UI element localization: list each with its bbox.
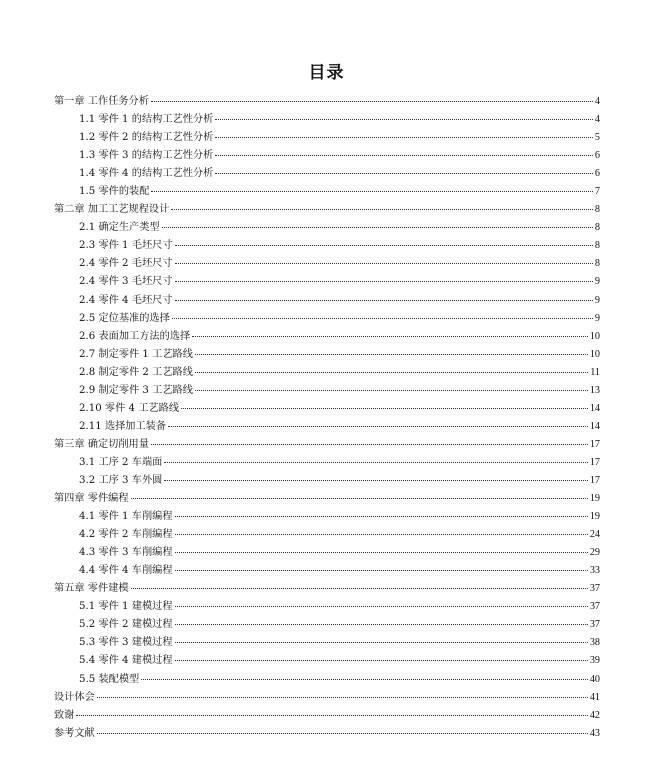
toc-entry-page-number: 9 xyxy=(594,312,600,324)
toc-entry-label: 2.1 确定生产类型 xyxy=(79,222,160,234)
toc-section-entry[interactable] xyxy=(54,292,600,310)
toc-section-entry[interactable] xyxy=(54,111,600,129)
toc-entry-label: 4.4 零件 4 车削编程 xyxy=(79,565,173,577)
toc-entry-page-number: 10 xyxy=(589,330,600,342)
toc-entry-page-number: 14 xyxy=(589,402,600,414)
toc-section-entry[interactable] xyxy=(54,544,600,562)
dot-leader xyxy=(162,227,593,228)
dot-leader xyxy=(195,372,588,373)
toc-section-entry[interactable] xyxy=(54,508,600,526)
toc-entry-label: 2.9 制定零件 3 工艺路线 xyxy=(79,384,193,396)
toc-entry-page-number: 9 xyxy=(594,294,600,306)
toc-entry-page-number: 37 xyxy=(589,601,600,613)
toc-section-entry[interactable] xyxy=(54,418,600,436)
toc-entry-label: 2.4 零件 4 毛坯尺寸 xyxy=(79,294,173,306)
dot-leader xyxy=(164,462,587,463)
toc-chapter-entry[interactable] xyxy=(54,201,600,219)
dot-leader xyxy=(175,534,588,535)
toc-section-entry[interactable] xyxy=(54,147,600,165)
dot-leader xyxy=(172,318,593,319)
toc-section-entry[interactable] xyxy=(54,472,600,490)
dot-leader xyxy=(151,444,588,445)
dot-leader xyxy=(131,498,588,499)
toc-entry-label: 5.3 零件 3 建模过程 xyxy=(79,637,173,649)
dot-leader xyxy=(168,426,588,427)
toc-entry-page-number: 37 xyxy=(589,583,600,595)
toc-entry-label: 第二章 加工工艺规程设计 xyxy=(54,204,170,216)
dot-leader xyxy=(175,245,593,246)
toc-entry-label: 5.1 零件 1 建模过程 xyxy=(79,601,173,613)
dot-leader xyxy=(215,119,593,120)
dot-leader xyxy=(141,679,588,680)
toc-section-entry[interactable] xyxy=(54,598,600,616)
toc-entry-label: 1.5 零件的装配 xyxy=(79,186,150,198)
toc-entry-label: 1.2 零件 2 的结构工艺性分析 xyxy=(79,132,214,144)
toc-section-entry[interactable] xyxy=(54,328,600,346)
toc-section-entry[interactable] xyxy=(54,310,600,328)
toc-entry-label: 2.4 零件 2 毛坯尺寸 xyxy=(79,258,173,270)
toc-chapter-entry[interactable] xyxy=(54,580,600,598)
dot-leader xyxy=(131,588,588,589)
dot-leader xyxy=(175,552,588,553)
toc-entry-label: 5.4 零件 4 建模过程 xyxy=(79,655,173,667)
toc-section-entry[interactable] xyxy=(54,273,600,291)
toc-section-entry[interactable] xyxy=(54,237,600,255)
toc-entry-page-number: 4 xyxy=(594,96,600,107)
toc-entry-label: 2.8 制定零件 2 工艺路线 xyxy=(79,366,193,378)
toc-entry-page-number: 17 xyxy=(589,474,600,486)
toc-entry-page-number: 10 xyxy=(589,348,600,360)
toc-entry-label: 1.3 零件 3 的结构工艺性分析 xyxy=(79,150,214,162)
dot-leader xyxy=(175,300,593,301)
toc-section-entry[interactable] xyxy=(54,346,600,364)
toc-entry-page-number: 6 xyxy=(594,168,600,180)
dot-leader xyxy=(175,516,588,517)
toc-entry-label: 参考文献 xyxy=(54,727,95,739)
dot-leader xyxy=(175,624,588,625)
toc-entry-page-number: 4 xyxy=(594,114,600,126)
toc-entry-label: 3.1 工序 2 车端面 xyxy=(79,456,163,468)
toc-entry-label: 4.2 零件 2 车削编程 xyxy=(79,529,173,541)
toc-title: 目录 xyxy=(308,63,345,83)
dot-leader xyxy=(195,390,588,391)
dot-leader xyxy=(151,101,593,102)
toc-entry-label: 2.4 零件 3 毛坯尺寸 xyxy=(79,276,173,288)
toc-entry-page-number: 33 xyxy=(589,565,600,577)
toc-entry-page-number: 11 xyxy=(590,366,600,378)
toc-entry-page-number: 17 xyxy=(589,456,600,468)
toc-entry-label: 2.10 零件 4 工艺路线 xyxy=(79,402,180,414)
toc-entry-page-number: 42 xyxy=(589,709,600,721)
dot-leader xyxy=(97,697,588,698)
toc-entry-page-number: 7 xyxy=(594,186,600,198)
toc-entry-page-number: 17 xyxy=(589,438,600,450)
toc-section-entry[interactable] xyxy=(54,652,600,670)
toc-entry-label: 2.6 表面加工方法的选择 xyxy=(79,330,191,342)
toc-entry-label: 1.1 零件 1 的结构工艺性分析 xyxy=(79,114,214,126)
toc-entry-label: 2.7 制定零件 1 工艺路线 xyxy=(79,348,193,360)
toc-entry-label: 第五章 零件建模 xyxy=(54,583,129,595)
toc-entry-page-number: 8 xyxy=(594,204,600,216)
dot-leader xyxy=(215,173,593,174)
toc-section-entry[interactable] xyxy=(54,183,600,201)
toc-entry-label: 第三章 确定切削用量 xyxy=(54,438,149,450)
toc-entry-page-number: 19 xyxy=(589,511,600,523)
toc-entry-page-number: 29 xyxy=(589,547,600,559)
toc-section-entry[interactable] xyxy=(54,382,600,400)
toc-entry-label: 2.11 选择加工装备 xyxy=(79,420,167,432)
toc-entry-page-number: 24 xyxy=(589,529,600,541)
toc-section-entry[interactable] xyxy=(54,562,600,580)
toc-entry-label: 致谢 xyxy=(54,709,75,721)
toc-entry-page-number: 38 xyxy=(589,637,600,649)
dot-leader xyxy=(171,209,593,210)
dot-leader xyxy=(215,137,593,138)
toc-chapter-entry[interactable] xyxy=(54,93,600,111)
toc-section-entry[interactable] xyxy=(54,165,600,183)
dot-leader xyxy=(181,408,588,409)
toc-entry-label: 设计体会 xyxy=(54,691,95,703)
toc-section-entry[interactable] xyxy=(54,255,600,273)
toc-section-entry[interactable] xyxy=(54,400,600,418)
toc-chapter-entry[interactable] xyxy=(54,490,600,508)
toc-section-entry[interactable] xyxy=(54,526,600,544)
dot-leader xyxy=(164,480,587,481)
toc-chapter-entry[interactable] xyxy=(54,689,600,707)
toc-entry-page-number: 8 xyxy=(594,240,600,252)
toc-section-entry[interactable] xyxy=(54,219,600,237)
dot-leader xyxy=(175,642,588,643)
toc-entry-page-number: 14 xyxy=(589,420,600,432)
toc-entry-page-number: 6 xyxy=(594,150,600,162)
toc-section-entry[interactable] xyxy=(54,129,600,147)
toc-entry-label: 5.5 装配模型 xyxy=(79,673,140,685)
toc-entry-label: 3.2 工序 3 车外圆 xyxy=(79,474,163,486)
dot-leader xyxy=(215,155,593,156)
dot-leader xyxy=(76,715,587,716)
toc-section-entry[interactable] xyxy=(54,671,600,689)
toc-entry-page-number: 8 xyxy=(594,222,600,234)
dot-leader xyxy=(175,281,593,282)
toc-entry-page-number: 19 xyxy=(589,493,600,505)
toc-section-entry[interactable] xyxy=(54,616,600,634)
toc-section-entry[interactable] xyxy=(54,364,600,382)
dot-leader xyxy=(151,191,593,192)
dot-leader xyxy=(97,733,588,734)
toc-entry-label: 第四章 零件编程 xyxy=(54,493,129,505)
toc-chapter-entry[interactable] xyxy=(54,436,600,454)
dot-leader xyxy=(175,570,588,571)
dot-leader xyxy=(175,606,588,607)
toc-entry-label: 1.4 零件 4 的结构工艺性分析 xyxy=(79,168,214,180)
toc-entry-page-number: 41 xyxy=(589,691,600,703)
toc-entry-page-number: 9 xyxy=(594,276,600,288)
toc-entry-page-number: 43 xyxy=(589,727,600,739)
toc-list xyxy=(54,93,600,743)
toc-entry-label: 4.3 零件 3 车削编程 xyxy=(79,547,173,559)
toc-section-entry[interactable] xyxy=(54,634,600,652)
toc-chapter-entry[interactable] xyxy=(54,707,600,725)
dot-leader xyxy=(175,263,593,264)
dot-leader xyxy=(195,354,588,355)
toc-entry-label: 5.2 零件 2 建模过程 xyxy=(79,619,173,631)
toc-entry-page-number: 40 xyxy=(589,673,600,685)
toc-entry-label: 4.1 零件 1 车削编程 xyxy=(79,511,173,523)
dot-leader xyxy=(175,660,588,661)
toc-entry-page-number: 8 xyxy=(594,258,600,270)
toc-chapter-entry[interactable] xyxy=(54,725,600,743)
toc-entry-page-number: 37 xyxy=(589,619,600,631)
toc-entry-page-number: 39 xyxy=(589,655,600,667)
toc-entry-label: 2.5 定位基准的选择 xyxy=(79,312,170,324)
toc-section-entry[interactable] xyxy=(54,454,600,472)
toc-entry-page-number: 5 xyxy=(594,132,600,144)
dot-leader xyxy=(192,336,588,337)
toc-entry-page-number: 13 xyxy=(589,384,600,396)
toc-entry-label: 2.3 零件 1 毛坯尺寸 xyxy=(79,240,173,252)
toc-entry-label: 第一章 工作任务分析 xyxy=(54,96,149,107)
